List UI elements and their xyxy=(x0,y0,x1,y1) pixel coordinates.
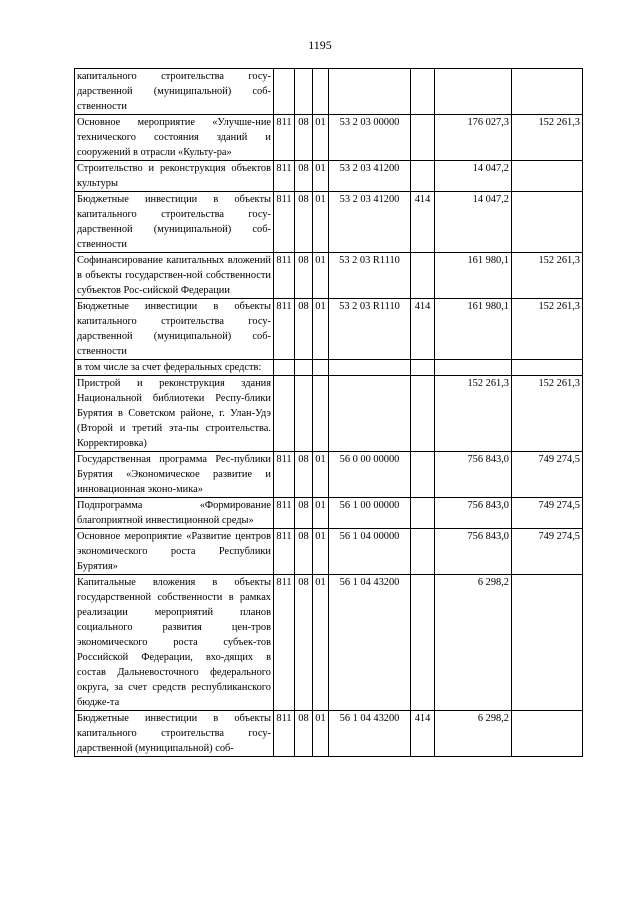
target-article-cell: 56 1 04 43200 xyxy=(329,711,411,757)
section-code-cell: 08 xyxy=(295,498,313,529)
table-row xyxy=(75,69,583,115)
subsection-code-cell xyxy=(313,360,329,376)
amount-year1-cell: 6 298,2 xyxy=(435,575,512,711)
amount-year1-cell xyxy=(435,360,512,376)
section-code-cell: 08 xyxy=(295,575,313,711)
subsection-code-cell: 01 xyxy=(313,498,329,529)
amount-year2-cell xyxy=(512,575,583,711)
amount-year1-cell: 161 980,1 xyxy=(435,253,512,299)
expense-type-cell: 414 xyxy=(411,299,435,360)
expense-type-cell xyxy=(411,498,435,529)
target-article-cell: 53 2 03 R1110 xyxy=(329,253,411,299)
section-code-cell: 08 xyxy=(295,192,313,253)
table-row xyxy=(75,452,583,498)
row-name-cell: Бюджетные инвестиции в объекты капитального строительства госу-дарственной (муниципальной) соб- xyxy=(75,711,274,757)
amount-year1-cell: 756 843,0 xyxy=(435,529,512,575)
table-body xyxy=(75,69,583,757)
table-row xyxy=(75,711,583,757)
expense-type-cell xyxy=(411,360,435,376)
grbs-code-cell xyxy=(274,360,295,376)
row-name-cell: капитального строительства госу-дарственной (муниципальной) соб-ственности xyxy=(75,69,274,115)
grbs-code-cell: 811 xyxy=(274,529,295,575)
subsection-code-cell: 01 xyxy=(313,192,329,253)
budget-table xyxy=(74,68,583,757)
amount-year2-cell: 152 261,3 xyxy=(512,115,583,161)
row-name-cell: Основное мероприятие «Улучше-ние технического состояния зданий и сооружений в отрасли «Культу-ра» xyxy=(75,115,274,161)
grbs-code-cell xyxy=(274,376,295,452)
grbs-code-cell: 811 xyxy=(274,161,295,192)
grbs-code-cell: 811 xyxy=(274,115,295,161)
target-article-cell xyxy=(329,69,411,115)
grbs-code-cell: 811 xyxy=(274,452,295,498)
amount-year2-cell: 152 261,3 xyxy=(512,376,583,452)
table-row xyxy=(75,529,583,575)
section-code-cell xyxy=(295,376,313,452)
amount-year2-cell xyxy=(512,711,583,757)
expense-type-cell: 414 xyxy=(411,711,435,757)
row-name-cell: Капитальные вложения в объекты государственной собственности в рамках реализации мероприятий планов социального развития цен-тров экономического роста субъек-тов Российской Федерации, вхо-дящих в состав Дальневосточного федерального округа, за счет средств республиканского бюдже-та xyxy=(75,575,274,711)
row-name-cell: Подпрограмма «Формирование благоприятной инвестиционной среды» xyxy=(75,498,274,529)
row-name-cell: Софинансирование капитальных вложений в объекты государствен-ной собственности субъектов Рос-сийской Федерации xyxy=(75,253,274,299)
grbs-code-cell: 811 xyxy=(274,299,295,360)
table-row xyxy=(75,299,583,360)
target-article-cell xyxy=(329,376,411,452)
amount-year1-cell: 14 047,2 xyxy=(435,161,512,192)
table-row xyxy=(75,575,583,711)
page-number: 1195 xyxy=(308,38,332,52)
target-article-cell: 53 2 03 R1110 xyxy=(329,299,411,360)
amount-year2-cell: 749 274,5 xyxy=(512,452,583,498)
row-name-cell: Строительство и реконструкция объектов культуры xyxy=(75,161,274,192)
subsection-code-cell: 01 xyxy=(313,575,329,711)
expense-type-cell xyxy=(411,161,435,192)
expense-type-cell xyxy=(411,376,435,452)
subsection-code-cell: 01 xyxy=(313,711,329,757)
section-code-cell xyxy=(295,360,313,376)
row-name-cell: Пристрой и реконструкция здания Национальной библиотеки Респу-блики Бурятия в Советском районе, г. Улан-Удэ (Второй и третий эта-пы строительства. Корректировка) xyxy=(75,376,274,452)
table-row xyxy=(75,161,583,192)
amount-year1-cell: 176 027,3 xyxy=(435,115,512,161)
table-row xyxy=(75,253,583,299)
amount-year1-cell: 756 843,0 xyxy=(435,498,512,529)
section-code-cell: 08 xyxy=(295,529,313,575)
subsection-code-cell: 01 xyxy=(313,299,329,360)
grbs-code-cell: 811 xyxy=(274,253,295,299)
amount-year2-cell xyxy=(512,192,583,253)
subsection-code-cell: 01 xyxy=(313,529,329,575)
target-article-cell: 56 0 00 00000 xyxy=(329,452,411,498)
amount-year2-cell: 749 274,5 xyxy=(512,498,583,529)
amount-year2-cell xyxy=(512,69,583,115)
target-article-cell: 53 2 03 00000 xyxy=(329,115,411,161)
table-row xyxy=(75,498,583,529)
table-row xyxy=(75,376,583,452)
target-article-cell: 56 1 00 00000 xyxy=(329,498,411,529)
amount-year2-cell xyxy=(512,161,583,192)
subsection-code-cell: 01 xyxy=(313,115,329,161)
row-name-cell: Бюджетные инвестиции в объекты капитального строительства госу-дарственной (муниципальной) соб-ственности xyxy=(75,299,274,360)
grbs-code-cell: 811 xyxy=(274,711,295,757)
expense-type-cell xyxy=(411,575,435,711)
row-name-cell: в том числе за счет федеральных средств: xyxy=(75,360,274,376)
expense-type-cell xyxy=(411,69,435,115)
amount-year1-cell: 161 980,1 xyxy=(435,299,512,360)
section-code-cell: 08 xyxy=(295,253,313,299)
row-name-cell: Бюджетные инвестиции в объекты капитального строительства госу-дарственной (муниципальной) соб-ственности xyxy=(75,192,274,253)
amount-year1-cell: 6 298,2 xyxy=(435,711,512,757)
row-name-cell: Государственная программа Рес-публики Бурятия «Экономическое развитие и инновационная эконо-мика» xyxy=(75,452,274,498)
amount-year1-cell: 152 261,3 xyxy=(435,376,512,452)
subsection-code-cell: 01 xyxy=(313,452,329,498)
row-name-cell: Основное мероприятие «Развитие центров экономического роста Республики Бурятия» xyxy=(75,529,274,575)
expense-type-cell: 414 xyxy=(411,192,435,253)
amount-year1-cell: 756 843,0 xyxy=(435,452,512,498)
subsection-code-cell xyxy=(313,376,329,452)
amount-year1-cell xyxy=(435,69,512,115)
grbs-code-cell xyxy=(274,69,295,115)
expense-type-cell xyxy=(411,452,435,498)
target-article-cell: 53 2 03 41200 xyxy=(329,161,411,192)
expense-type-cell xyxy=(411,115,435,161)
subsection-code-cell: 01 xyxy=(313,253,329,299)
expense-type-cell xyxy=(411,529,435,575)
grbs-code-cell: 811 xyxy=(274,575,295,711)
amount-year2-cell: 152 261,3 xyxy=(512,299,583,360)
target-article-cell: 53 2 03 41200 xyxy=(329,192,411,253)
target-article-cell: 56 1 04 00000 xyxy=(329,529,411,575)
subsection-code-cell: 01 xyxy=(313,161,329,192)
subsection-code-cell xyxy=(313,69,329,115)
amount-year2-cell: 152 261,3 xyxy=(512,253,583,299)
grbs-code-cell: 811 xyxy=(274,498,295,529)
section-code-cell: 08 xyxy=(295,161,313,192)
table-row xyxy=(75,192,583,253)
amount-year2-cell: 749 274,5 xyxy=(512,529,583,575)
table-row xyxy=(75,115,583,161)
expense-type-cell xyxy=(411,253,435,299)
section-code-cell xyxy=(295,69,313,115)
table-row xyxy=(75,360,583,376)
section-code-cell: 08 xyxy=(295,299,313,360)
section-code-cell: 08 xyxy=(295,711,313,757)
target-article-cell xyxy=(329,360,411,376)
amount-year1-cell: 14 047,2 xyxy=(435,192,512,253)
grbs-code-cell: 811 xyxy=(274,192,295,253)
amount-year2-cell xyxy=(512,360,583,376)
section-code-cell: 08 xyxy=(295,452,313,498)
target-article-cell: 56 1 04 43200 xyxy=(329,575,411,711)
section-code-cell: 08 xyxy=(295,115,313,161)
